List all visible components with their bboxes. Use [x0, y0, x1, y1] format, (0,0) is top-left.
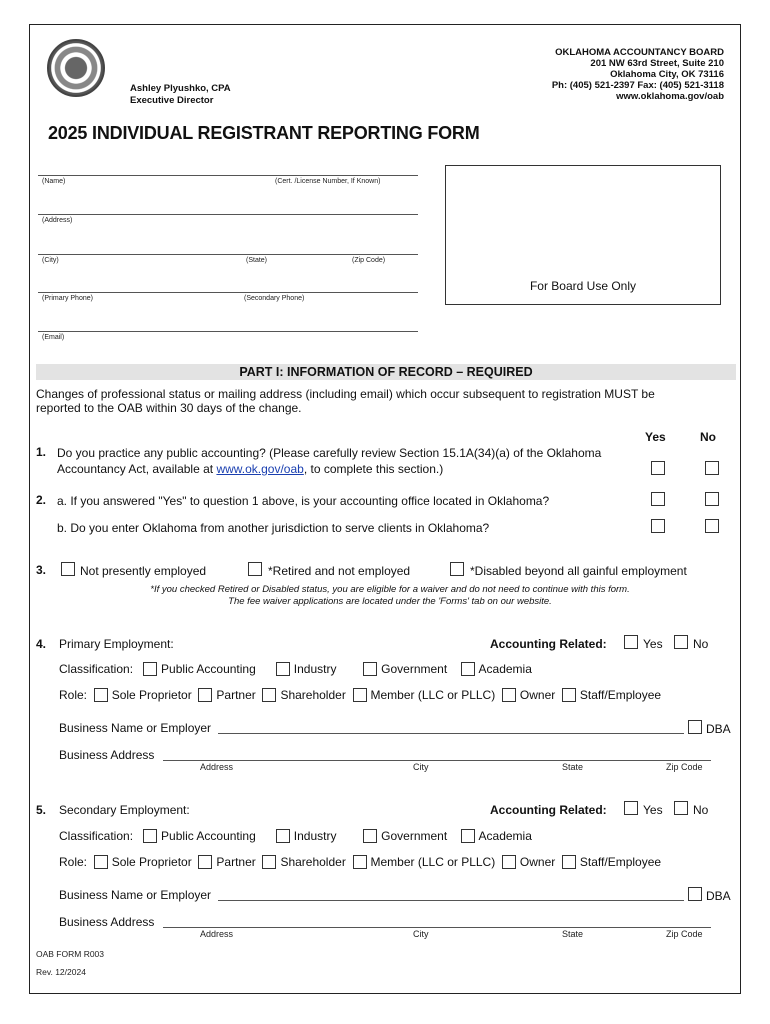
- q2b-no-checkbox[interactable]: [705, 519, 719, 533]
- disabled-checkbox[interactable]: [450, 562, 464, 576]
- q2-number: 2.: [36, 493, 47, 507]
- yes-column-header: Yes: [645, 430, 666, 444]
- zip-label: (Zip Code): [352, 257, 386, 264]
- q5-shareholder-checkbox[interactable]: [262, 855, 276, 869]
- q4-classification-row: Classification: Public Accounting Industry Government Academia: [59, 662, 532, 676]
- part1-intro-line2: reported to the OAB within 30 days of the change.: [36, 401, 302, 415]
- waiver-note-line1: *If you checked Retired or Disabled status, you are eligible for a waiver and do not need to continue with this form.: [150, 584, 630, 595]
- q5-zip-sublabel: Zip Code: [666, 929, 703, 939]
- q4-dba-checkbox[interactable]: [688, 720, 702, 734]
- q5-acct-yes-label: Yes: [643, 803, 663, 817]
- q4-acct-no-label: No: [693, 637, 709, 651]
- q5-academia-checkbox[interactable]: [461, 829, 475, 843]
- q5-acct-yes-checkbox[interactable]: [624, 801, 638, 815]
- form-revision: Rev. 12/2024: [36, 967, 86, 977]
- name-label: (Name): [42, 178, 66, 185]
- q2a-text: a. If you answered "Yes" to question 1 above, is your accounting office located in Oklahoma?: [57, 494, 550, 508]
- q4-sole-proprietor-checkbox[interactable]: [94, 688, 108, 702]
- form-number: OAB FORM R003: [36, 949, 105, 959]
- q5-partner-checkbox[interactable]: [198, 855, 212, 869]
- board-website: www.oklahoma.gov/oab: [616, 91, 724, 102]
- form-title: 2025 INDIVIDUAL REGISTRANT REPORTING FORM: [48, 123, 480, 143]
- primary-employment-label: Primary Employment:: [59, 637, 174, 651]
- board-address2: Oklahoma City, OK 73116: [610, 69, 724, 80]
- name-input[interactable]: [38, 175, 418, 176]
- q1-no-checkbox[interactable]: [705, 461, 719, 475]
- q5-dba-checkbox[interactable]: [688, 887, 702, 901]
- state-label: (State): [246, 257, 268, 264]
- director-title: Executive Director: [130, 95, 214, 106]
- q5-business-name-label: Business Name or Employer: [59, 888, 212, 902]
- q4-acct-no-checkbox[interactable]: [674, 635, 688, 649]
- q4-owner-checkbox[interactable]: [502, 688, 516, 702]
- q1-number: 1.: [36, 445, 47, 459]
- q4-address-sublabel: Address: [200, 762, 234, 772]
- q4-shareholder-checkbox[interactable]: [262, 688, 276, 702]
- board-use-label: For Board Use Only: [529, 279, 637, 293]
- q4-government-checkbox[interactable]: [363, 662, 377, 676]
- q5-role-row: Role: Sole Proprietor Partner Shareholder Member (LLC or PLLC) Owner Staff/Employee: [59, 855, 662, 869]
- director-name: Ashley Plyushko, CPA: [130, 83, 231, 94]
- q5-number: 5.: [36, 803, 47, 817]
- q4-member-checkbox[interactable]: [353, 688, 367, 702]
- q2a-no-checkbox[interactable]: [705, 492, 719, 506]
- primary-phone-label: (Primary Phone): [42, 295, 93, 302]
- board-phone: Ph: (405) 521-2397 Fax: (405) 521-3118: [551, 80, 724, 91]
- q4-academia-checkbox[interactable]: [461, 662, 475, 676]
- email-input[interactable]: [38, 331, 418, 332]
- address-label: (Address): [42, 217, 73, 224]
- q5-state-sublabel: State: [562, 929, 584, 939]
- q1-yes-checkbox[interactable]: [651, 461, 665, 475]
- q5-industry-checkbox[interactable]: [276, 829, 290, 843]
- director-block: [130, 83, 231, 107]
- q4-zip-sublabel: Zip Code: [666, 762, 703, 772]
- q5-member-checkbox[interactable]: [353, 855, 367, 869]
- address-input[interactable]: [38, 214, 418, 215]
- q2b-yes-checkbox[interactable]: [651, 519, 665, 533]
- q5-public-accounting-checkbox[interactable]: [143, 829, 157, 843]
- q1-text-line2: Accountancy Act, available at www.ok.gov/oab, to complete this section.): [57, 462, 444, 476]
- q5-acct-no-checkbox[interactable]: [674, 801, 688, 815]
- q5-business-address-input[interactable]: [163, 927, 711, 928]
- q4-state-sublabel: State: [562, 762, 584, 772]
- board-address1: 201 NW 63rd Street, Suite 210: [590, 58, 724, 69]
- q1-text-line1: Do you practice any public accounting? (Please carefully review Section 15.1A(34)(a) of the Oklahoma: [57, 446, 602, 460]
- q4-business-name-label: Business Name or Employer: [59, 721, 212, 735]
- q4-public-accounting-checkbox[interactable]: [143, 662, 157, 676]
- not-employed-label: Not presently employed: [80, 564, 207, 578]
- q4-acct-yes-label: Yes: [643, 637, 663, 651]
- q5-dba-label: DBA: [706, 889, 731, 903]
- q5-address-sublabel: Address: [200, 929, 234, 939]
- q4-partner-checkbox[interactable]: [198, 688, 212, 702]
- q5-business-name-input[interactable]: [218, 900, 684, 901]
- acct-related-label: Accounting Related:: [490, 637, 607, 651]
- oab-link[interactable]: www.ok.gov/oab: [216, 462, 304, 476]
- q5-business-address-label: Business Address: [59, 915, 155, 929]
- q5-staff-checkbox[interactable]: [562, 855, 576, 869]
- q4-number: 4.: [36, 637, 47, 651]
- part1-intro-line1: Changes of professional status or mailing address (including email) which occur subsequent to registration MUST be: [36, 387, 655, 401]
- board-name: OKLAHOMA ACCOUNTANCY BOARD: [555, 47, 724, 58]
- disabled-label: *Disabled beyond all gainful employment: [470, 564, 687, 578]
- q5-sole-proprietor-checkbox[interactable]: [94, 855, 108, 869]
- board-use-box: [445, 165, 721, 305]
- q2a-yes-checkbox[interactable]: [651, 492, 665, 506]
- city-label: (City): [42, 257, 59, 264]
- retired-checkbox[interactable]: [248, 562, 262, 576]
- not-employed-checkbox[interactable]: [61, 562, 75, 576]
- q5-classification-row: Classification: Public Accounting Industry Government Academia: [59, 829, 532, 843]
- q5-government-checkbox[interactable]: [363, 829, 377, 843]
- retired-label: *Retired and not employed: [268, 564, 411, 578]
- no-column-header: No: [700, 430, 716, 444]
- q5-acct-related-label: Accounting Related:: [490, 803, 607, 817]
- q4-dba-label: DBA: [706, 722, 731, 736]
- secondary-employment-label: Secondary Employment:: [59, 803, 190, 817]
- state-seal-icon: [47, 39, 105, 97]
- secondary-phone-label: (Secondary Phone): [244, 295, 305, 302]
- city-state-zip-input[interactable]: [38, 254, 418, 255]
- q4-business-address-label: Business Address: [59, 748, 155, 762]
- part1-heading: PART I: INFORMATION OF RECORD – REQUIRED: [36, 364, 736, 380]
- q4-acct-yes-checkbox[interactable]: [624, 635, 638, 649]
- phone-input[interactable]: [38, 292, 418, 293]
- q4-city-sublabel: City: [413, 762, 429, 772]
- form-page: [29, 24, 741, 994]
- q5-owner-checkbox[interactable]: [502, 855, 516, 869]
- q4-role-row: Role: Sole Proprietor Partner Shareholder Member (LLC or PLLC) Owner Staff/Employee: [59, 688, 662, 702]
- q4-staff-checkbox[interactable]: [562, 688, 576, 702]
- waiver-note-line2: The fee waiver applications are located under the 'Forms' tab on our website.: [228, 596, 552, 607]
- board-address-block: [552, 47, 724, 102]
- q5-acct-no-label: No: [693, 803, 709, 817]
- q4-business-name-input[interactable]: [218, 733, 684, 734]
- q3-number: 3.: [36, 563, 47, 577]
- q4-business-address-input[interactable]: [163, 760, 711, 761]
- q4-industry-checkbox[interactable]: [276, 662, 290, 676]
- email-label: (Email): [42, 334, 65, 341]
- q5-city-sublabel: City: [413, 929, 429, 939]
- q2b-text: b. Do you enter Oklahoma from another jurisdiction to serve clients in Oklahoma?: [57, 521, 490, 535]
- cert-label: (Cert. /License Number, If Known): [275, 178, 381, 185]
